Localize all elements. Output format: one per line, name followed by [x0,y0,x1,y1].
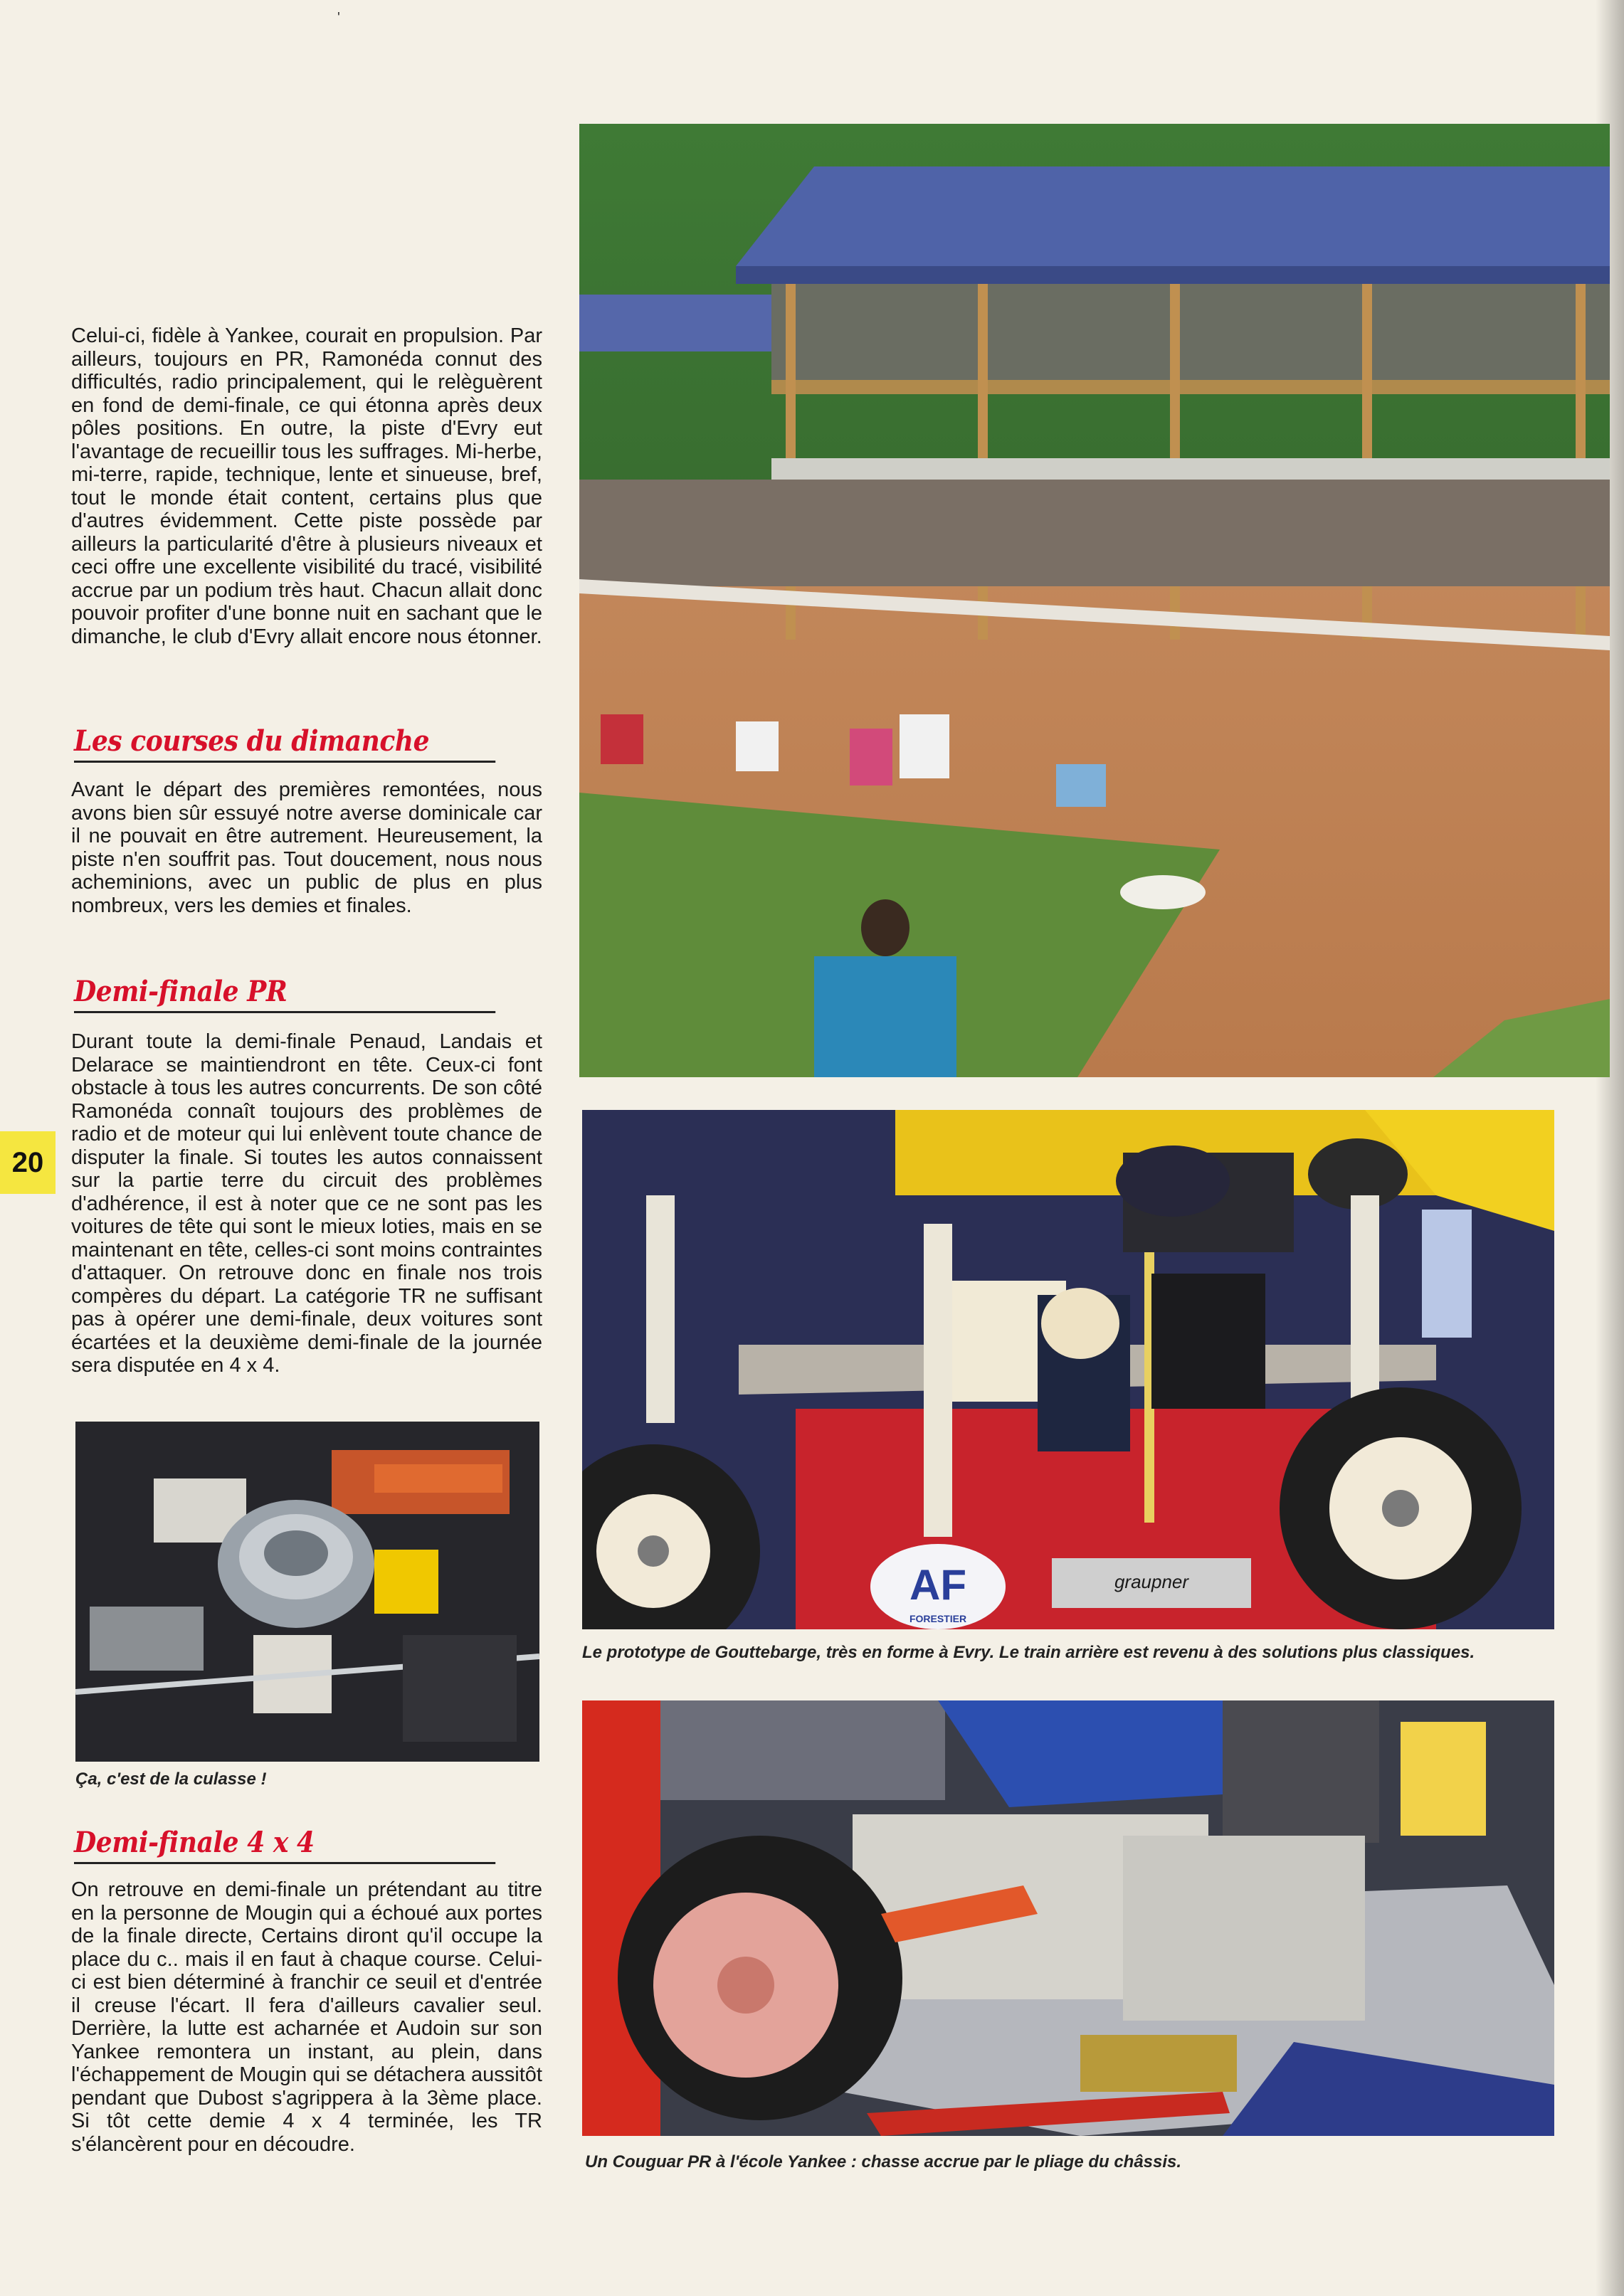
heading-demi-finale-4x4: Demi-finale 4 x 4 [74,1826,495,1864]
heading-courses-dimanche: Les courses du dimanche [74,724,495,763]
svg-text:AF: AF [909,1561,966,1609]
paragraph-demi-finale-pr: Durant toute la demi-finale Penaud, Landais et Delarace se maintiendront en tête. Ceux-ci font obstacle à tous les autres concurrents. De son côté Ramonéda connaît toujours des problèmes de radio et de moteur qui lui enlèvent toute chance de disputer la finale. Si toutes les autos connaissent sur la partie terre du circuit des problèmes d'adhérence, il est à noter que ce ne sont pas les voitures de tête qui sont le mieux loties, mais en se maintenant en tête, celles-ci sont moins contraintes d'attaquer. On retrouve donc en finale nos trois compères du départ. La catégorie TR ne suffisant pas à opérer une demi-finale, deux voitures sont écartées et la deuxième demi-finale de la journée sera disputée en 4 x 4. [71,1030,542,1377]
caption-couguar: Un Couguar PR à l'école Yankee : chasse accrue par le pliage du châssis. [585,2152,1182,2171]
photo-prototype [582,1110,1554,1629]
photo-engine-head [75,1422,539,1762]
page-number-badge: 20 [0,1131,56,1194]
caption-prototype: Le prototype de Gouttebarge, très en forme à Evry. Le train arrière est revenu à des solutions plus classiques. [582,1643,1475,1662]
paragraph-courses-dimanche: Avant le départ des premières remontées, nous avons bien sûr essuyé notre averse dominicale car il ne pouvait en être autrement. Heureusement, la piste n'en souffrit pas. Tout doucement, nous nous acheminions, avec un public de plus en plus nombreux, vers les demies et finales. [71,778,542,917]
badge-text: FORESTIER [909,1613,967,1624]
couguar-illustration [582,1700,1554,2136]
caption-engine-head: Ça, c'est de la culasse ! [75,1769,267,1789]
photo-couguar [582,1700,1554,2136]
race-track-illustration [579,124,1610,1077]
engine-head-illustration [75,1422,539,1762]
prototype-illustration [582,1110,1554,1629]
stray-mark: ' [337,10,340,26]
paragraph-demi-finale-4x4: On retrouve en demi-finale un prétendant au titre en la personne de Mougin qui a échoué aux portes de la finale directe, Certains diront qu'il occupe la place du c.. mais il en faut à chaque course. Celui-ci est bien déterminé à franchir ce seuil et d'entrée il creuse l'écart. Il fera d'ailleurs cavalier seul. Derrière, la lutte est acharnée et Audoin sur son Yankee remontera un instant, au plein, dans l'échappement de Mougin qui se détachera aussitôt pendant que Dubost s'agrippera à la 3ème place. Si tôt cette demie 4 x 4 terminée, les TR s'élancèrent pour en découdre. [71,1878,542,2156]
heading-demi-finale-pr: Demi-finale PR [74,975,495,1013]
intro-paragraph: Celui-ci, fidèle à Yankee, courait en propulsion. Par ailleurs, toujours en PR, Ramonéda connut des difficultés, radio principalement, qui le relèguèrent en fond de demi-finale, ce qui étonna après deux pôles positions. En outre, la piste d'Evry eut l'avantage de recueillir tous les suffrages. Mi-herbe, mi-terre, rapide, technique, lente et sinueuse, bref, tout le monde était content, certains plus que d'autres évidemment. Cette piste possède par ailleurs la particularité d'être à plusieurs niveaux et ceci offre une excellente visibilité du tracé, visibilité accrue par un podium très haut. Chacun allait donc pouvoir profiter d'une bonne nuit en sachant que le dimanche, le club d'Evry allait encore nous étonner. [71,324,542,648]
plate-text: graupner [1114,1571,1189,1592]
photo-race-track [579,124,1610,1077]
